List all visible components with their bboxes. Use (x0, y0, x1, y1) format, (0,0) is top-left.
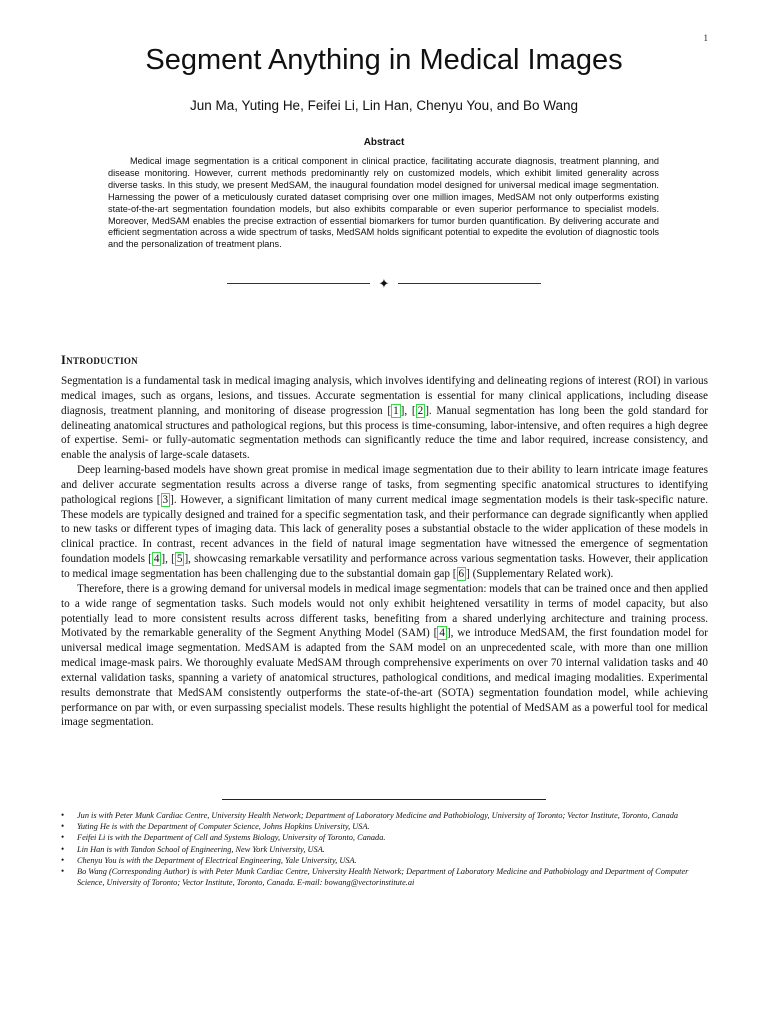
intro-paragraph-2: Deep learning-based models have shown great promise in medical image segmentation due to their ability to learn intricate image features and deliver accurate segmentation results across a diverse range of tasks, from segmenting specific anatomical structures to identifying pathological regions [ 3 ]. However, a significant limitation of many current medical image segmentation models is their task-specific nature. These models are typically designed and trained for a specific segmentation task, and their performance can degrade significantly when applied to new tasks or different types of imaging data. This lack of generality poses a substantial obstacle to the wider application of these models in clinical practice. In contrast, recent advances in the field of natural image segmentation have witnessed the emergence of segmentation foundation models [ 4 ], [ 5 ], showcasing remarkable versatility and performance across various segmentation tasks. However, their application to medical image segmentation has been challenging due to the substantial domain gap [ 6 ] (Supplementary Related work). (61, 464, 709, 580)
citation-link[interactable]: 1 (393, 404, 399, 417)
text-run: (Supplementary Related work). (469, 567, 614, 580)
footnote-text: Feifei Li is with the Department of Cell and Systems Biology, University of Toronto, Canada. (77, 833, 386, 843)
bullet-icon: • (61, 821, 65, 832)
text-run: , (165, 553, 172, 566)
bullet-icon: • (61, 866, 65, 877)
footnote-item (61, 821, 713, 832)
bullet-icon: • (61, 832, 65, 843)
section-divider (227, 276, 541, 292)
introduction-heading: Introduction (61, 353, 138, 367)
paper-title: Segment Anything in Medical Images (145, 44, 623, 76)
bullet-icon: • (61, 810, 65, 820)
text-run: , showcasing remarkable versatility and performance across various segmentation tasks. However, their application to medical image segmentation has been challenging due to the substantial domain gap (61, 553, 708, 580)
citation-link[interactable]: 4 (153, 553, 160, 566)
divider-line-right (398, 283, 541, 284)
footnote-rule (222, 799, 546, 800)
bullet-icon: • (61, 854, 65, 865)
footnote-text: Yuting He is with the Department of Computer Science, Johns Hopkins University, USA. (77, 822, 370, 832)
footnote-text: Lin Han is with Tandon School of Engineering, New York University, USA. (77, 844, 325, 854)
bullet-icon: • (61, 843, 65, 854)
abstract-heading: Abstract (363, 137, 405, 148)
text-run: Therefore, there is a growing demand for universal models in medical image segmentation: models that can be trained once and then applied to a wide range of segmentation tasks. Such models would not only exhibit heightened versatility in terms of model capacity, but also potentially lead to more consistent results across different tasks, benefiting from a shared underlying architecture and training process. Motivated by the remarkable generality of the Segment Anything Model (SAM) (61, 582, 708, 640)
intro-paragraph-3: Therefore, there is a growing demand for universal models in medical image segmentation: models that can be trained once and then applied to a wide range of segmentation tasks. Such models would not only exhibit heightened versatility in terms of model capacity, but also potentially lead to more consistent results across different tasks, benefiting from a shared underlying architecture and training process. Motivated by the remarkable generality of the Segment Anything Model (SAM) [ 4 ], we introduce MedSAM, the first foundation model for universal medical image segmentation. MedSAM is adapted from the SAM model on an unprecedented scale, with more than one million medical image-mask pairs. We thoroughly evaluate MedSAM through comprehensive experiments on over 70 internal validation tasks and 40 external validation tasks, spanning a variety of anatomical structures, pathological conditions, and medical imaging modalities. Experimental results demonstrate that MedSAM consistently outperforms the state-of-the-art (SOTA) segmentation foundation model, while achieving performance on par with, or even surpassing specialist models. These results highlight the potential of MedSAM as a powerful tool for medical image segmentation. (61, 582, 708, 729)
text-run: . However, a significant limitation of many current medical image segmentation models is their task-specific nature. These models are typically designed and trained for a specific segmentation task, and their performance can degrade significantly when applied to new tasks or different types of imaging data. This lack of generality poses a substantial obstacle to the wider application of these models in clinical practice. In contrast, recent advances in the field of natural image segmentation have witnessed the emergence of segmentation foundation models (61, 493, 709, 566)
page-number: 1 (703, 33, 708, 43)
intro-paragraph-1: Segmentation is a fundamental task in medical imaging analysis, which involves identifying and delineating regions of interest (ROI) in various medical images, such as organs, lesions, and tissues. Accurate segmentation is essential for many clinical applications, including disease diagnosis, treatment planning, and monitoring of disease progression [ 1 ], [ 2 ]. Manual segmentation has long been the gold standard for delineating anatomical structures and pathological regions, but this process is time-consuming, labor-intensive, and often requires a high degree of expertise. Semi- or fully-automatic segmentation methods can significantly reduce the time and labor required, increase consistency, and enable the analysis of large-scale datasets. (61, 375, 709, 462)
footnote-item (61, 855, 713, 866)
footnote-text: Bo Wang (Corresponding Author) is with Peter Munk Cardiac Centre, University Health Network; Department of Laboratory Medicine and Pathobiology and Department of Computer Science, University of Toronto; Vector Institute, Toronto, Canada. E-mail: bowang@vectorinstitute.ai (77, 867, 689, 888)
citation-link[interactable]: 4 (439, 627, 445, 640)
divider-diamond-icon: ✦ (378, 276, 390, 291)
footnote-item (61, 832, 713, 843)
citation-link[interactable]: 2 (417, 404, 424, 417)
footnote-item (61, 810, 713, 821)
divider-line-left (227, 283, 370, 284)
footnote-item (61, 844, 713, 855)
text-run: , we introduce MedSAM, the first foundation model for universal medical image segmentation. MedSAM is adapted from the SAM model on an unprecedented scale, with more than one million medical image-mask pairs. We thoroughly evaluate MedSAM through comprehensive experiments on over 70 internal validation tasks and 40 external validation tasks, spanning a variety of anatomical structures, pathological conditions, and medical imaging modalities. Experimental results demonstrate that MedSAM consistently outperforms the state-of-the-art (SOTA) segmentation foundation model, while achieving performance on par with, or even surpassing specialist models. These results highlight the potential of MedSAM as a powerful tool for medical image segmentation. (61, 627, 708, 729)
citation-link[interactable]: 6 (458, 567, 465, 580)
citation-link[interactable]: 3 (162, 493, 169, 506)
abstract-text: Medical image segmentation is a critical component in clinical practice, facilitating accurate diagnosis, treatment planning, and disease monitoring. However, current methods predominantly rely on customized models, which exhibit limited generality across diverse tasks. In this study, we present MedSAM, the inaugural foundation model designed for universal medical image segmentation. Harnessing the power of a meticulously curated dataset comprising over one million images, MedSAM not only outperforms existing state-of-the-art segmentation foundation models, but also exhibits comparable or even superior performance to specialist models. Moreover, MedSAM enables the precise extraction of essential biomarkers for tumor burden quantification. By delivering accurate and efficient segmentation across a wide spectrum of tasks, MedSAM holds significant potential to expedite the evolution of diagnostic tools and the personalization of treatment plans. (108, 156, 659, 250)
text-run: Segmentation is a fundamental task in medical imaging analysis, which involves identifying and delineating regions of interest (ROI) in various medical images, such as organs, lesions, and tissues. Accurate segmentation is essential for many clinical applications, including disease diagnosis, treatment planning, and monitoring of disease progression (61, 375, 708, 417)
author-list: Jun Ma, Yuting He, Feifei Li, Lin Han, Chenyu You, and Bo Wang (190, 98, 578, 113)
footnote-item (61, 866, 713, 888)
footnote-text: Jun is with Peter Munk Cardiac Centre, University Health Network; Department of Laboratory Medicine and Pathobiology, University of Toronto; Vector Institute, Toronto, Canada (77, 811, 679, 820)
text-run: , (404, 404, 412, 417)
footnote-text: Chenyu You is with the Department of Electrical Engineering, Yale University, USA. (77, 855, 357, 865)
citation-link[interactable]: 5 (176, 553, 183, 566)
footnote-list (61, 810, 713, 888)
text-run: . Manual segmentation has long been the gold standard for delineating anatomical structures and pathological regions, but this process is time-consuming, labor-intensive, and often requires a high degree of expertise. Semi- or fully-automatic segmentation methods can significantly reduce the time and labor required, increase consistency, and enable the analysis of large-scale datasets. (61, 404, 709, 462)
text-run: Deep learning-based models have shown great promise in medical image segmentation due to their ability to learn intricate image features and deliver accurate segmentation results across a diverse range of tasks, from segmenting specific anatomical structures to identifying pathological regions (61, 464, 708, 506)
introduction-body (61, 374, 708, 730)
